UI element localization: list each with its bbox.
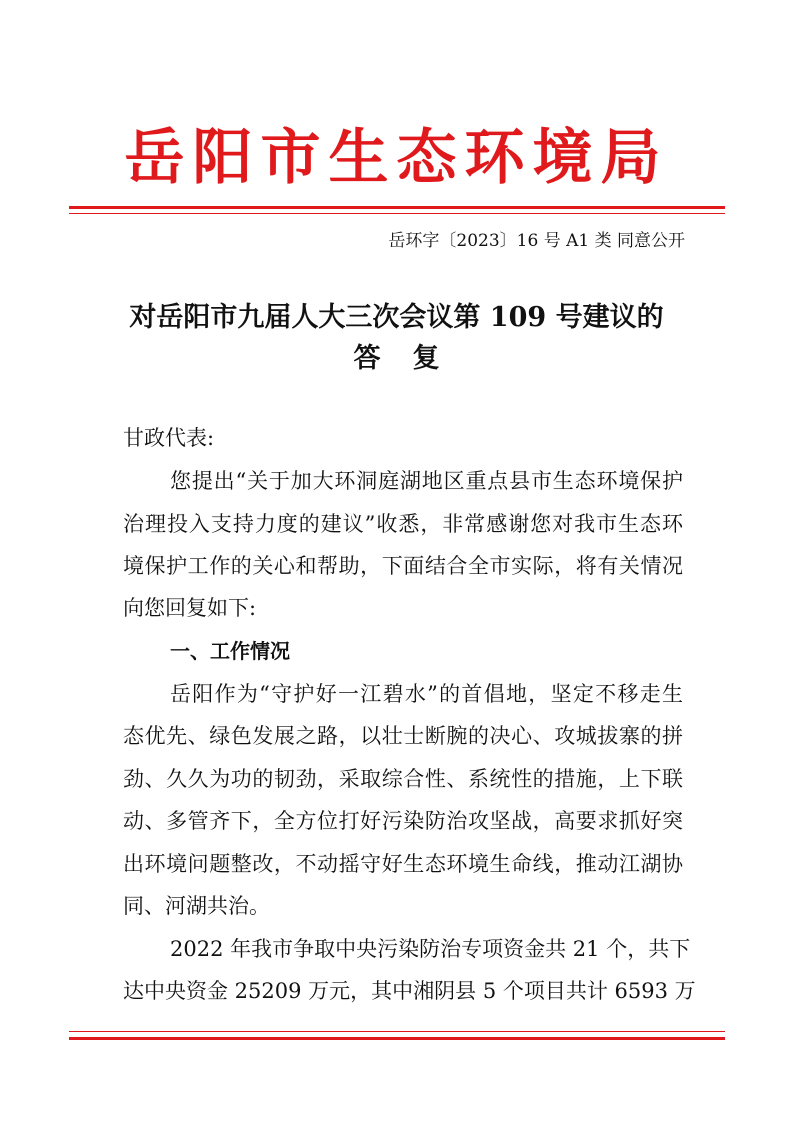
paragraph-1-line-3: 境保护工作的关心和帮助，下面结合全市实际，将有关情况 xyxy=(123,554,683,578)
document-title-line-2: 答复 xyxy=(353,343,472,374)
header-rule-thick xyxy=(69,206,725,209)
agency-masthead: 岳阳市生态环境局 xyxy=(124,123,669,193)
paragraph-2-line-4: 动、多管齐下，全方位打好污染防治攻坚战，高要求抓好突 xyxy=(123,809,683,833)
salutation: 甘政代表: xyxy=(123,426,215,450)
section-heading-work-status: 一、工作情况 xyxy=(170,639,290,663)
paragraph-1-line-2: 治理投入支持力度的建议”收悉，非常感谢您对我市生态环 xyxy=(123,512,683,536)
paragraph-2-line-2: 态优先、绿色发展之路，以壮士断腕的决心、攻城拔寨的拼 xyxy=(123,724,683,748)
paragraph-2-line-5: 出环境问题整改，不动摇守好生态环境生命线，推动江湖协 xyxy=(123,852,683,876)
footer-rule-thin xyxy=(69,1031,725,1032)
paragraph-1-line-1: 您提出“关于加大环洞庭湖地区重点县市生态环境保护 xyxy=(170,469,683,493)
header-rule-thin xyxy=(69,213,725,214)
footer-rule-thick xyxy=(69,1037,725,1040)
paragraph-2-line-1: 岳阳作为“守护好一江碧水”的首倡地，坚定不移走生 xyxy=(170,682,683,706)
document-title-line-1: 对岳阳市九届人大三次会议第 109 号建议的 xyxy=(129,302,664,333)
paragraph-3-line-2: 达中央资金 25209 万元，其中湘阴县 5 个项目共计 6593 万 xyxy=(123,979,696,1003)
paragraph-2-line-6: 同、河湖共治。 xyxy=(123,894,270,918)
document-number: 岳环字〔2023〕16 号 A1 类 同意公开 xyxy=(388,231,685,251)
paragraph-2-line-3: 劲、久久为功的韧劲，采取综合性、系统性的措施，上下联 xyxy=(123,767,683,791)
paragraph-1-line-4: 向您回复如下: xyxy=(123,596,257,620)
paragraph-3-line-1: 2022 年我市争取中央污染防治专项资金共 21 个，共下 xyxy=(170,937,691,961)
